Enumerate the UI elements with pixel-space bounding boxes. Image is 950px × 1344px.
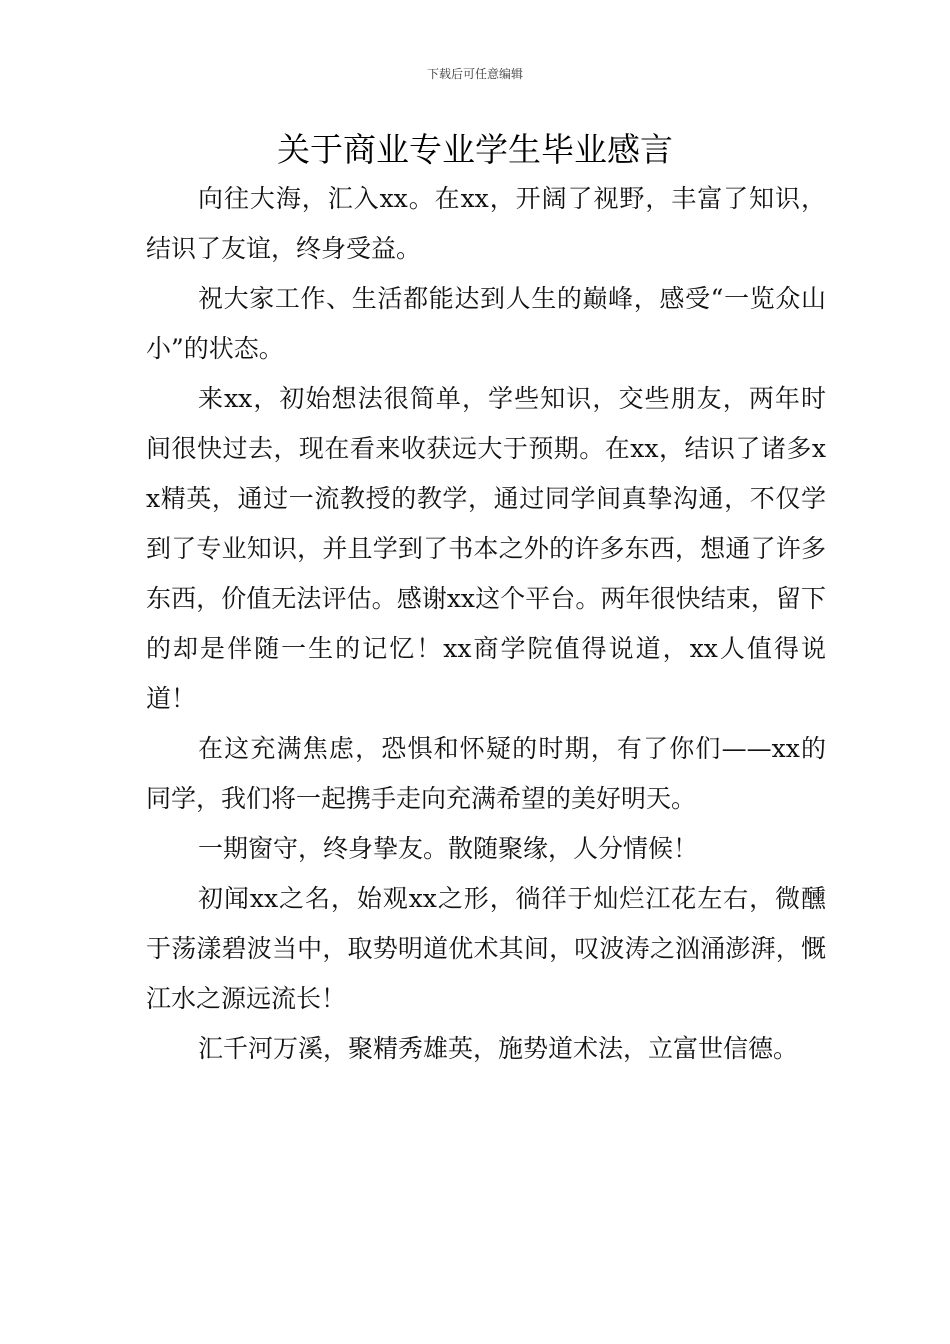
paragraph-1: 向往大海，汇入xx。在xx，开阔了视野，丰富了知识，结识了友谊，终身受益。 bbox=[146, 184, 826, 263]
paragraph-7: 汇千河万溪，聚精秀雄英，施势道术法，立富世信德。 bbox=[198, 1034, 799, 1063]
paragraph-4: 在这充满焦虑，恐惧和怀疑的时期，有了你们——xx的同学，我们将一起携手走向充满希望的美好明天。 bbox=[146, 734, 826, 813]
header-note: 下载后可任意编辑 bbox=[426, 67, 523, 81]
paragraph-6: 初闻xx之名，始观xx之形，徜徉于灿烂江花左右，微醺于荡漾碧波当中，取势明道优术其间，叹波涛之汹涌澎湃，慨江水之源远流长！ bbox=[146, 884, 826, 1013]
paragraph-3: 来xx，初始想法很简单，学些知识，交些朋友，两年时间很快过去，现在看来收获远大于预期。在xx，结识了诸多xx精英，通过一流教授的教学，通过同学间真挚沟通，不仅学到了专业知识，并且学到了书本之外的许多东西，想通了许多东西，价值无法评估。感谢xx这个平台。两年很快结束，留下的却是伴随一生的记忆！xx商学院值得说道，xx人值得说道！ bbox=[146, 384, 826, 713]
document-title: 关于商业专业学生毕业感言 bbox=[277, 130, 673, 169]
paragraph-5: 一期窗守，终身挚友。散随聚缘，人分情候！ bbox=[198, 834, 699, 863]
paragraph-2: 祝大家工作、生活都能达到人生的巅峰，感受“一览众山小”的状态。 bbox=[146, 284, 826, 363]
document-body bbox=[146, 174, 826, 1074]
